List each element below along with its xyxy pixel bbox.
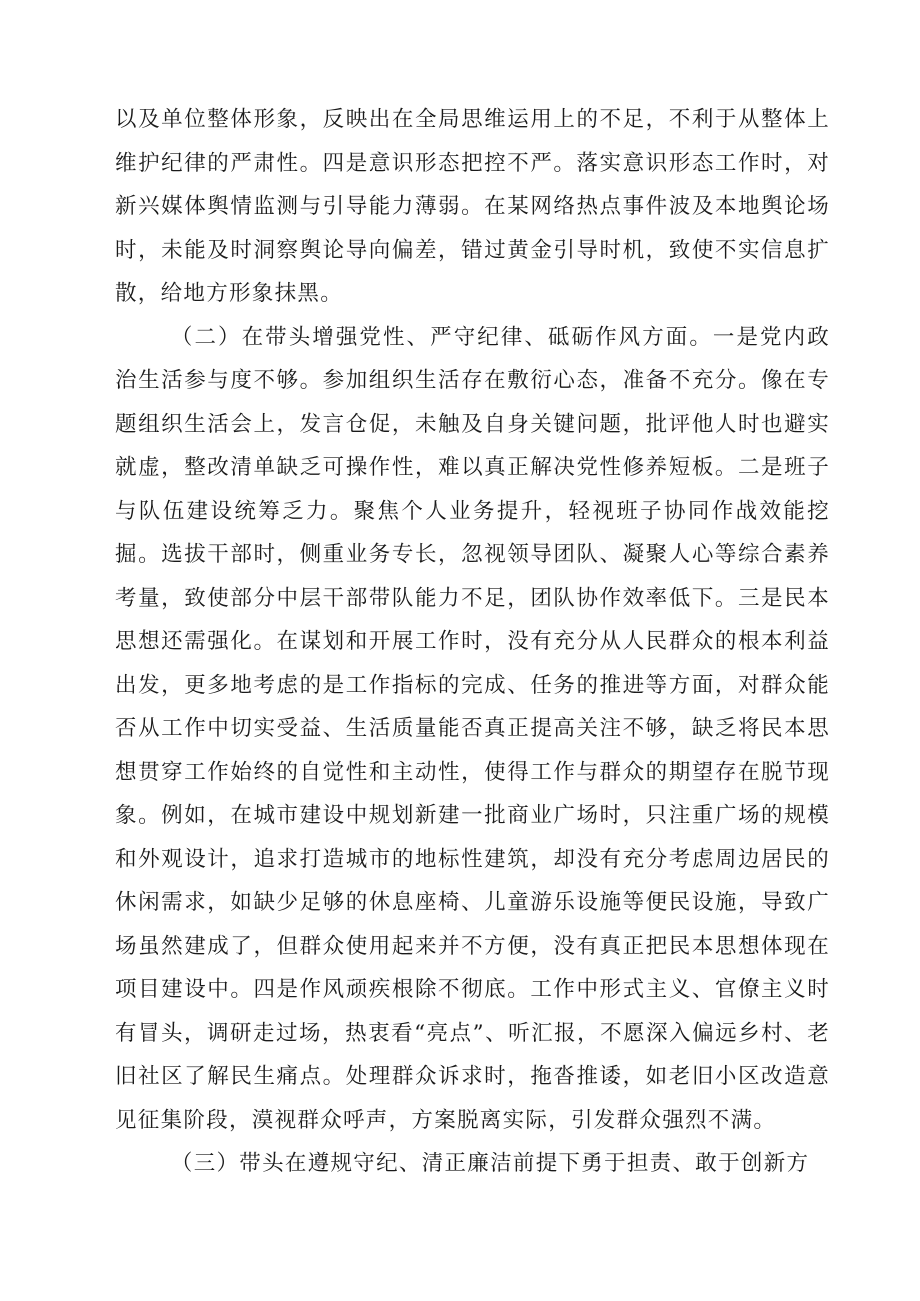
document-body [115, 98, 830, 1186]
paragraph-section-three: （三）带头在遵规守纪、清正廉洁前提下勇于担责、敢于创新方 [170, 1151, 810, 1176]
paragraph-section-two: （二）在带头增强党性、严守纪律、砥砺作风方面。一是党内政治生活参与度不够。参加组织生活存在敷衍心态，准备不充分。像在专题组织生活会上，发言仓促，未触及自身关键问题，批评他人时也避实就虚，整改清单缺乏可操作性，难以真正解决党性修养短板。二是班子与队伍建设统筹乏力。聚焦个人业务提升，轻视班子协同作战效能挖掘。选拔干部时，侧重业务专长，忽视领导团队、凝聚人心等综合素养考量，致使部分中层干部带队能力不足，团队协作效率低下。三是民本思想还需强化。在谋划和开展工作时，没有充分从人民群众的根本利益出发，更多地考虑的是工作指标的完成、任务的推进等方面，对群众能否从工作中切实受益、生活质量能否真正提高关注不够，缺乏将民本思想贯穿工作始终的自觉性和主动性，使得工作与群众的期望存在脱节现象。例如，在城市建设中规划新建一批商业广场时，只注重广场的规模和外观设计，追求打造城市的地标性建筑，却没有充分考虑周边居民的休闲需求，如缺少足够的休息座椅、儿童游乐设施等便民设施，导致广场虽然建成了，但群众使用起来并不方便，没有真正把民本思想体现在项目建设中。四是作风顽疾根除不彻底。工作中形式主义、官僚主义时有冒头，调研走过场，热衷看“亮点”、听汇报，不愿深入偏远乡村、老旧社区了解民生痛点。处理群众诉求时，拖沓推诿，如老旧小区改造意见征集阶段，漠视群众呼声，方案脱离实际，引发群众强烈不满。 [115, 324, 830, 1133]
paragraph-continuation: 以及单位整体形象，反映出在全局思维运用上的不足，不利于从整体上维护纪律的严肃性。四是意识形态把控不严。落实意识形态工作时，对新兴媒体舆情监测与引导能力薄弱。在某网络热点事件波及本地舆论场时，未能及时洞察舆论导向偏差，错过黄金引导时机，致使不实信息扩散，给地方形象抹黑。 [115, 107, 830, 306]
